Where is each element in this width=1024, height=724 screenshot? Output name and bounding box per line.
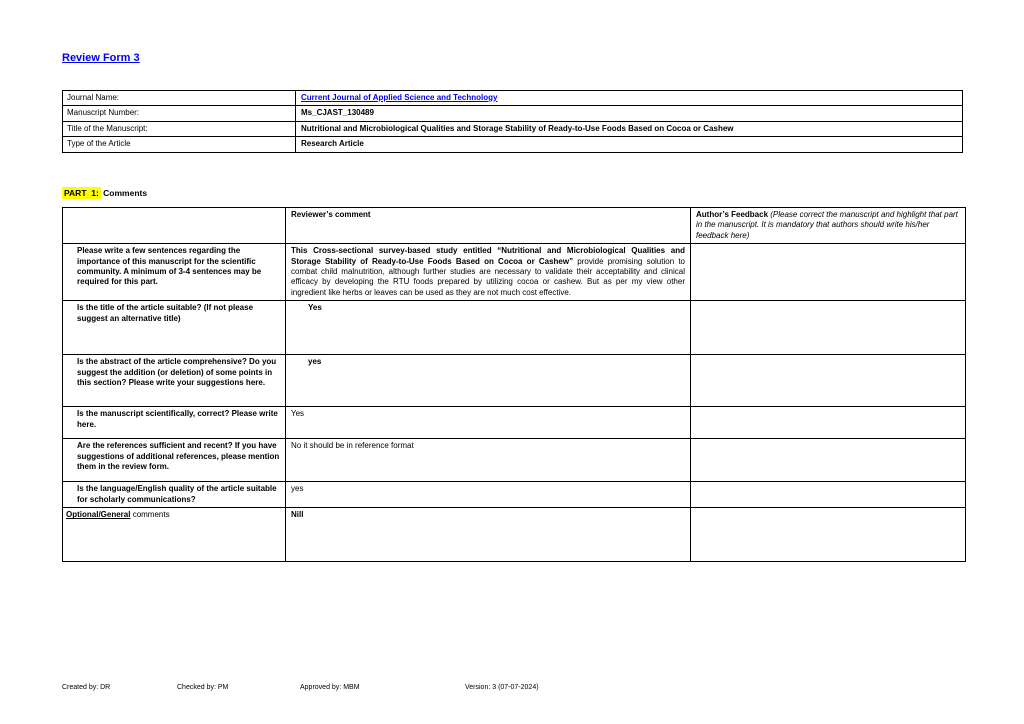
article-type-row <box>63 137 963 152</box>
row-importance <box>63 244 966 301</box>
manuscript-title-row <box>63 121 963 136</box>
footer-checked-by: Checked by: PM <box>177 684 229 691</box>
question-importance: Please write a few sentences regarding the importance of this manuscript for the scientific community. A minimum of 3-4 sentences may be required for this part. <box>63 244 286 301</box>
question-scientifically-correct: Is the manuscript scientifically, correct? Please write here. <box>63 407 286 439</box>
footer-version: Version: 3 (07-07-2024) <box>465 684 539 691</box>
reviewer-comment-language-quality: yes <box>286 482 691 508</box>
empty-header-cell <box>63 208 286 244</box>
review-table-header-row <box>63 208 966 244</box>
author-feedback-cell[interactable] <box>691 355 966 407</box>
manuscript-title-label: Title of the Manuscript: <box>63 121 296 136</box>
row-language-quality <box>63 482 966 508</box>
author-feedback-cell[interactable] <box>691 301 966 355</box>
part1-label: Comments <box>100 188 148 198</box>
author-feedback-header: Author’s Feedback (Please correct the manuscript and highlight that part in the manuscript. It is mandatory that authors should write his/her feedback here) <box>691 208 966 244</box>
row-optional-comments <box>63 508 966 562</box>
reviewer-comment-scientifically-correct: Yes <box>286 407 691 439</box>
reviewer-comment-references: No it should be in reference format <box>286 439 691 482</box>
footer-created-by: Created by: DR <box>62 684 111 691</box>
journal-name-row <box>63 91 963 106</box>
reviewer-comment-importance: This Cross-sectional survey-based study entitled “Nutritional and Microbiological Qualities and Storage Stability of Ready-to-Use Foods Based on Cocoa or Cashew” provide promising solution to combat child malnutrition, although further studies are necessary to validate their acceptability and clinical efficacy by developing the RTU foods prepared by utilizing cocoa or cashew. But as per my view other ingredient like herbs or leaves can be used as they are not much cost effective. <box>286 244 691 301</box>
author-feedback-cell[interactable] <box>691 407 966 439</box>
row-title-suitable <box>63 301 966 355</box>
question-title-suitable: Is the title of the article suitable? (If not please suggest an alternative title) <box>63 301 286 355</box>
author-feedback-cell[interactable] <box>691 508 966 562</box>
manuscript-number-label: Manuscript Number: <box>63 106 296 121</box>
journal-name-label: Journal Name: <box>63 91 296 106</box>
row-references <box>63 439 966 482</box>
article-type-value: Research Article <box>296 137 963 152</box>
article-type-label: Type of the Article <box>63 137 296 152</box>
author-feedback-cell[interactable] <box>691 439 966 482</box>
question-language-quality: Is the language/English quality of the article suitable for scholarly communications? <box>63 482 286 508</box>
part1-heading <box>62 188 147 198</box>
author-feedback-cell[interactable] <box>691 244 966 301</box>
manuscript-title-value: Nutritional and Microbiological Qualities and Storage Stability of Ready-to-Use Foods Based on Cocoa or Cashew <box>296 121 963 136</box>
author-feedback-cell[interactable] <box>691 482 966 508</box>
question-abstract: Is the abstract of the article comprehensive? Do you suggest the addition (or deletion) of some points in this section? Please write your suggestions here. <box>63 355 286 407</box>
reviewer-comment-title-suitable: Yes <box>286 301 691 355</box>
row-abstract <box>63 355 966 407</box>
review-comments-table <box>62 207 966 562</box>
manuscript-number-row <box>63 106 963 121</box>
manuscript-info-table <box>62 90 963 153</box>
row-scientifically-correct <box>63 407 966 439</box>
journal-link[interactable]: Current Journal of Applied Science and Technology <box>301 93 498 102</box>
manuscript-number-value: Ms_CJAST_130489 <box>296 106 963 121</box>
reviewer-comment-header: Reviewer’s comment <box>286 208 691 244</box>
footer-approved-by: Approved by: MBM <box>300 684 360 691</box>
question-references: Are the references sufficient and recent? If you have suggestions of additional references, please mention them in the review form. <box>63 439 286 482</box>
part1-badge: PART 1: <box>64 188 99 198</box>
reviewer-comment-optional: Nill <box>286 508 691 562</box>
question-optional-comments: Optional/General comments <box>63 508 286 562</box>
page-title: Review Form 3 <box>62 52 140 64</box>
reviewer-comment-abstract: yes <box>286 355 691 407</box>
